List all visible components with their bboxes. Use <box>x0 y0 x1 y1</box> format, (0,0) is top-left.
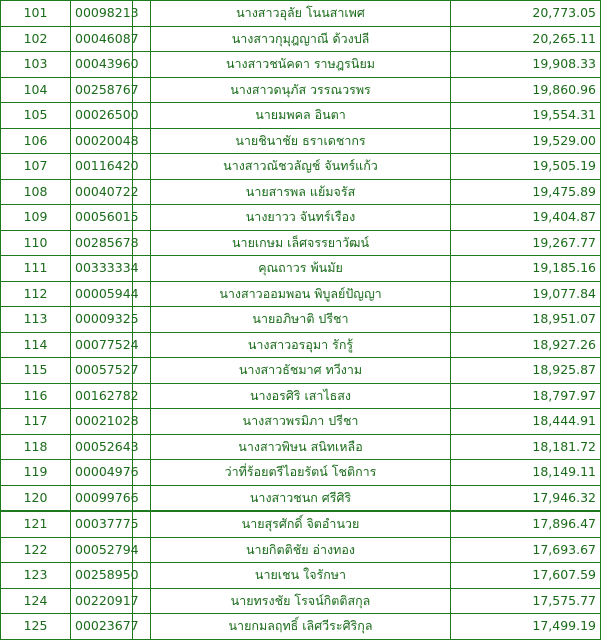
cell-name: นางสาวออมพอน พิบูลย์ปัญญา <box>151 281 451 307</box>
cell-rank: 119 <box>1 460 71 486</box>
cell-name: นายเชน ใจรักษา <box>151 563 451 589</box>
cell-name: นางสาวพิษน สนิทเหลือ <box>151 434 451 460</box>
cell-member-id: 00099766 <box>71 485 133 511</box>
cell-amount: 19,554.31 <box>451 103 601 129</box>
table-row <box>1 281 601 307</box>
table-row <box>1 230 601 256</box>
cell-amount: 19,077.84 <box>451 281 601 307</box>
cell-member-id: 00098213 <box>71 1 133 27</box>
cell-rank: 104 <box>1 77 71 103</box>
cell-name: ว่าที่ร้อยตรีไอยรัตน์ โชติการ <box>151 460 451 486</box>
table-row <box>1 358 601 384</box>
cell-amount: 19,529.00 <box>451 128 601 154</box>
cell-amount: 18,951.07 <box>451 307 601 333</box>
cell-rank: 113 <box>1 307 71 333</box>
cell-name: นางสาวธัชมาศ ทวีงาม <box>151 358 451 384</box>
cell-rank: 105 <box>1 103 71 129</box>
cell-name: นางสาวชนก ศรีศิริ <box>151 485 451 511</box>
table-row <box>1 1 601 27</box>
table-row <box>1 485 601 511</box>
cell-rank: 106 <box>1 128 71 154</box>
table-row <box>1 205 601 231</box>
cell-member-id: 00043960 <box>71 52 133 78</box>
table-row <box>1 409 601 435</box>
cell-amount: 17,607.59 <box>451 563 601 589</box>
cell-rank: 125 <box>1 614 71 640</box>
cell-name: นางสาวณัชวลัญช์ จันทร์แก้ว <box>151 154 451 180</box>
table-row <box>1 103 601 129</box>
cell-member-id: 00052643 <box>71 434 133 460</box>
cell-rank: 110 <box>1 230 71 256</box>
cell-amount: 19,475.89 <box>451 179 601 205</box>
cell-amount: 19,404.87 <box>451 205 601 231</box>
cell-amount: 20,265.11 <box>451 26 601 52</box>
cell-rank: 102 <box>1 26 71 52</box>
cell-name: นางสาวอุลัย โนนสาเพศ <box>151 1 451 27</box>
table-row <box>1 460 601 486</box>
cell-member-id: 00026500 <box>71 103 133 129</box>
cell-name: นางสาวชนัคดา ราษฎรนิยม <box>151 52 451 78</box>
cell-amount: 17,693.67 <box>451 537 601 563</box>
cell-member-id: 00057527 <box>71 358 133 384</box>
cell-amount: 18,149.11 <box>451 460 601 486</box>
cell-member-id: 00220917 <box>71 588 133 614</box>
cell-rank: 108 <box>1 179 71 205</box>
cell-member-id: 00258950 <box>71 563 133 589</box>
cell-rank: 112 <box>1 281 71 307</box>
table-row <box>1 307 601 333</box>
cell-rank: 123 <box>1 563 71 589</box>
cell-amount: 18,925.87 <box>451 358 601 384</box>
cell-amount: 19,185.16 <box>451 256 601 282</box>
table-row <box>1 52 601 78</box>
cell-member-id: 00046087 <box>71 26 133 52</box>
cell-rank: 103 <box>1 52 71 78</box>
cell-name: นายชินาชัย ธราเดชากร <box>151 128 451 154</box>
table-row <box>1 256 601 282</box>
cell-member-id: 00020048 <box>71 128 133 154</box>
cell-member-id: 00333334 <box>71 256 133 282</box>
cell-amount: 17,946.32 <box>451 485 601 511</box>
cell-member-id: 00116420 <box>71 154 133 180</box>
cell-name: นายสารพล แย้มจรัส <box>151 179 451 205</box>
cell-member-id: 00009325 <box>71 307 133 333</box>
cell-rank: 120 <box>1 485 71 511</box>
cell-rank: 124 <box>1 588 71 614</box>
table-row <box>1 332 601 358</box>
cell-amount: 19,860.96 <box>451 77 601 103</box>
cell-name: นายเกษม เล็ศจรรยาวัฒน์ <box>151 230 451 256</box>
cell-name: นายทรงชัย โรจน์กิตติสกุล <box>151 588 451 614</box>
cell-amount: 18,927.26 <box>451 332 601 358</box>
cell-amount: 20,773.05 <box>451 1 601 27</box>
cell-member-id: 00037775 <box>71 511 133 537</box>
cell-name: นายกิตติชัย อ่างทอง <box>151 537 451 563</box>
table-row <box>1 614 601 640</box>
cell-amount: 19,908.33 <box>451 52 601 78</box>
cell-name: นางสาวดนุภัส วรรณวรพร <box>151 77 451 103</box>
cell-rank: 114 <box>1 332 71 358</box>
cell-name: นางสาวอรอุมา รักรู้ <box>151 332 451 358</box>
table-row <box>1 537 601 563</box>
cell-rank: 107 <box>1 154 71 180</box>
cell-amount: 18,797.97 <box>451 383 601 409</box>
cell-member-id: 00056015 <box>71 205 133 231</box>
table-row <box>1 179 601 205</box>
cell-member-id: 00021028 <box>71 409 133 435</box>
cell-amount: 17,499.19 <box>451 614 601 640</box>
cell-rank: 116 <box>1 383 71 409</box>
table-row <box>1 563 601 589</box>
cell-amount: 18,444.91 <box>451 409 601 435</box>
table-row <box>1 383 601 409</box>
cell-amount: 17,575.77 <box>451 588 601 614</box>
cell-name: นางสาวกุมุฎญาณี ด้วงปลี <box>151 26 451 52</box>
table-row <box>1 77 601 103</box>
cell-rank: 101 <box>1 1 71 27</box>
table-row <box>1 434 601 460</box>
cell-member-id: 00005944 <box>71 281 133 307</box>
cell-name: นายกมลฤทธิ์ เลิศวีระศิริกุล <box>151 614 451 640</box>
cell-member-id: 00285678 <box>71 230 133 256</box>
cell-member-id: 00040722 <box>71 179 133 205</box>
cell-name: นายมพคล อินตา <box>151 103 451 129</box>
cell-rank: 109 <box>1 205 71 231</box>
cell-name: นางอรศิริ เสาไธสง <box>151 383 451 409</box>
table-row <box>1 588 601 614</box>
table-row <box>1 511 601 537</box>
cell-name: นางสาวพรมิภา ปรีชา <box>151 409 451 435</box>
cell-member-id: 00004976 <box>71 460 133 486</box>
cell-amount: 17,896.47 <box>451 511 601 537</box>
cell-rank: 117 <box>1 409 71 435</box>
cell-rank: 122 <box>1 537 71 563</box>
cell-amount: 18,181.72 <box>451 434 601 460</box>
cell-name: นายอภิษาติ ปรีชา <box>151 307 451 333</box>
cell-amount: 19,505.19 <box>451 154 601 180</box>
cell-name: คุณถาวร พ้นมัย <box>151 256 451 282</box>
cell-amount: 19,267.77 <box>451 230 601 256</box>
table-row <box>1 26 601 52</box>
cell-rank: 121 <box>1 511 71 537</box>
cell-member-id: 00052794 <box>71 537 133 563</box>
cell-rank: 111 <box>1 256 71 282</box>
cell-member-id: 00023677 <box>71 614 133 640</box>
cell-member-id: 00077524 <box>71 332 133 358</box>
table-row <box>1 128 601 154</box>
table-body <box>1 1 601 640</box>
cell-rank: 115 <box>1 358 71 384</box>
cell-member-id: 00162782 <box>71 383 133 409</box>
cell-member-id: 00258767 <box>71 77 133 103</box>
cell-name: นางยาวว จันทร์เรือง <box>151 205 451 231</box>
cell-name: นายสุรศักดิ์ จิตอำนวย <box>151 511 451 537</box>
table-row <box>1 154 601 180</box>
cell-rank: 118 <box>1 434 71 460</box>
